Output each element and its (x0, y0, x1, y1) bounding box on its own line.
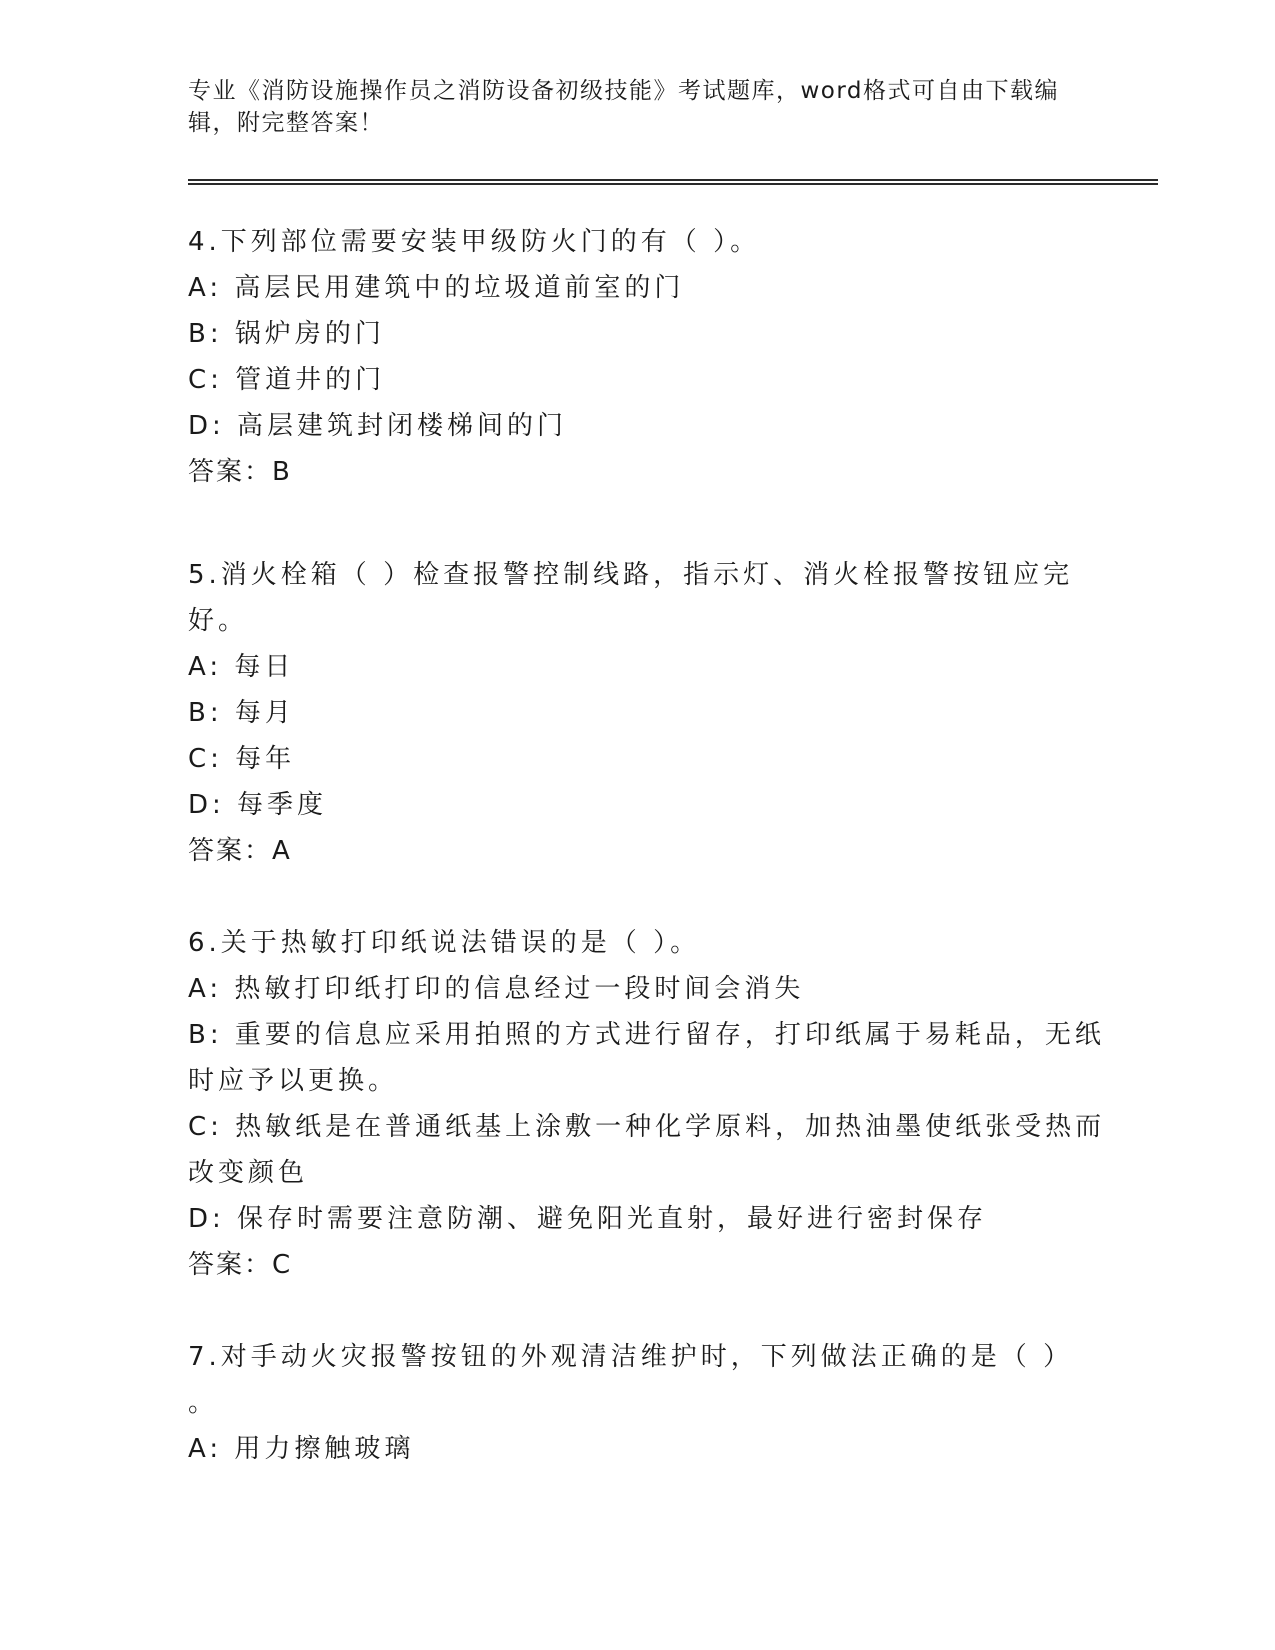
option-c: C: 每年 (188, 744, 296, 774)
question-stem-line-2: 好。 (188, 606, 249, 636)
option-d: D: 每季度 (188, 790, 328, 820)
option-c: C: 管道井的门 (188, 365, 386, 395)
question-6 (188, 920, 1106, 1288)
question-4 (188, 219, 1088, 495)
answer-text: 答案：A (188, 836, 292, 866)
header-rule-bottom (188, 183, 1158, 185)
question-stem-line-1: 7.对手动火灾报警按钮的外观清洁维护时，下列做法正确的是（ ） (188, 1342, 1074, 1372)
question-stem: 4.下列部位需要安装甲级防火门的有（ ）。 (188, 227, 761, 257)
option-d: D: 高层建筑封闭楼梯间的门 (188, 411, 568, 441)
option-b: B: 锅炉房的门 (188, 319, 385, 349)
option-d: D: 保存时需要注意防潮、避免阳光直射，最好进行密封保存 (188, 1204, 988, 1234)
option-a: A: 每日 (188, 652, 295, 682)
answer-text: 答案：B (188, 457, 292, 487)
option-a: A: 用力擦触玻璃 (188, 1434, 415, 1464)
question-5 (188, 552, 1088, 874)
option-a: A: 热敏打印纸打印的信息经过一段时间会消失 (188, 974, 805, 1004)
question-stem: 6.关于热敏打印纸说法错误的是（ ）。 (188, 928, 701, 958)
option-c-line-2: 改变颜色 (188, 1158, 309, 1188)
header-rule-top (188, 179, 1158, 181)
option-b: B: 每月 (188, 698, 295, 728)
document-header: 专业《消防设施操作员之消防设备初级技能》考试题库，word格式可自由下载编辑，附完整答案！ (188, 78, 1060, 136)
option-c-line-1: C: 热敏纸是在普通纸基上涂敷一种化学原料，加热油墨使纸张受热而 (188, 1112, 1106, 1142)
option-a: A: 高层民用建筑中的垃圾道前室的门 (188, 273, 685, 303)
question-stem-line-1: 5.消火栓箱（ ）检查报警控制线路，指示灯、消火栓报警按钮应完 (188, 560, 1074, 590)
option-b-line-2: 时应予以更换。 (188, 1066, 399, 1096)
option-b-line-1: B: 重要的信息应采用拍照的方式进行留存，打印纸属于易耗品，无纸 (188, 1020, 1105, 1050)
question-7 (188, 1334, 1088, 1472)
question-stem-line-2: 。 (188, 1388, 219, 1418)
answer-text: 答案：C (188, 1250, 293, 1280)
